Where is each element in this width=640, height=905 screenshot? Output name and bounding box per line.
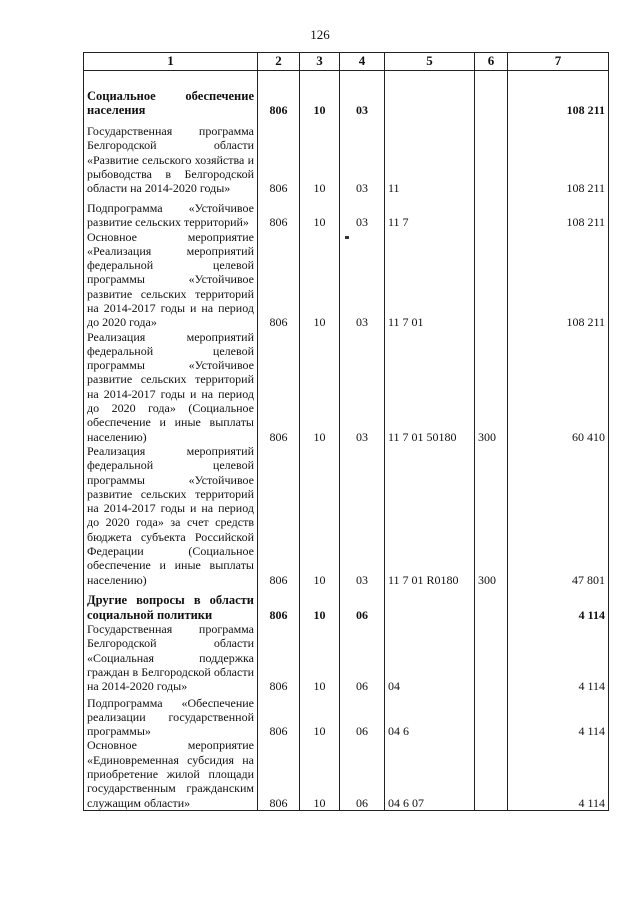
target-article-cell: 04 6 (385, 693, 475, 738)
subsection-code-cell: 06 (340, 693, 385, 738)
row-name-cell: Государственная программа Белгородской области «Социальная поддержка граждан в Белгородской области на 2014-2020 годы» (84, 622, 258, 693)
grbs-code-cell: 806 (258, 71, 300, 118)
section-code-cell: 10 (300, 71, 340, 118)
row-name-cell: Основное мероприятие «Реализация мероприятий федеральной целевой программы «Устойчивое развитие сельских территорий на 2014-2017 годы и на период до 2020 года» (84, 230, 258, 330)
page-number: 126 (310, 27, 330, 42)
subsection-code-cell: 03 (340, 444, 385, 587)
expense-type-cell (475, 693, 508, 738)
target-article-cell (385, 71, 475, 118)
target-article-cell: 11 7 (385, 196, 475, 230)
table-row (84, 622, 609, 693)
table-row (84, 330, 609, 444)
target-article-cell: 11 7 01 50180 (385, 330, 475, 444)
table-row (84, 230, 609, 330)
target-article-cell: 11 7 01 R0180 (385, 444, 475, 587)
target-article-cell: 04 6 07 (385, 738, 475, 810)
grbs-code-cell: 806 (258, 196, 300, 230)
column-header: 3 (300, 53, 340, 71)
section-code-cell: 10 (300, 330, 340, 444)
amount-cell: 60 410 (508, 330, 609, 444)
expense-type-cell: 300 (475, 444, 508, 587)
amount-cell: 4 114 (508, 587, 609, 622)
grbs-code-cell: 806 (258, 587, 300, 622)
section-code-cell: 10 (300, 196, 340, 230)
target-article-cell: 04 (385, 622, 475, 693)
column-header: 7 (508, 53, 609, 71)
amount-cell: 108 211 (508, 230, 609, 330)
target-article-cell: 11 (385, 118, 475, 196)
expense-type-cell (475, 196, 508, 230)
grbs-code-cell: 806 (258, 693, 300, 738)
row-name-cell: Другие вопросы в области социальной политики (84, 587, 258, 622)
table-row (84, 444, 609, 587)
row-name-cell: Социальное обеспечение населения (84, 71, 258, 118)
amount-cell: 108 211 (508, 118, 609, 196)
expense-type-cell (475, 118, 508, 196)
amount-cell: 4 114 (508, 693, 609, 738)
subsection-code-cell: 03 (340, 71, 385, 118)
budget-table (83, 52, 609, 811)
table-row (84, 693, 609, 738)
section-code-cell: 10 (300, 587, 340, 622)
section-code-cell: 10 (300, 738, 340, 810)
row-name-cell: Подпрограмма «Устойчивое развитие сельских территорий» (84, 196, 258, 230)
grbs-code-cell: 806 (258, 738, 300, 810)
column-header: 2 (258, 53, 300, 71)
grbs-code-cell: 806 (258, 444, 300, 587)
subsection-code-cell: 06 (340, 622, 385, 693)
expense-type-cell: 300 (475, 330, 508, 444)
amount-cell: 108 211 (508, 71, 609, 118)
column-header: 1 (84, 53, 258, 71)
amount-cell: 47 801 (508, 444, 609, 587)
target-article-cell: 11 7 01 (385, 230, 475, 330)
subsection-code-cell: 03 (340, 230, 385, 330)
table-row (84, 738, 609, 810)
row-name-cell: Государственная программа Белгородской области «Развитие сельского хозяйства и рыбоводства в Белгородской области на 2014-2020 годы» (84, 118, 258, 196)
expense-type-cell (475, 71, 508, 118)
amount-cell: 4 114 (508, 738, 609, 810)
expense-type-cell (475, 230, 508, 330)
expense-type-cell (475, 587, 508, 622)
table-row (84, 587, 609, 622)
expense-type-cell (475, 738, 508, 810)
section-code-cell: 10 (300, 118, 340, 196)
table-header-row (84, 53, 609, 71)
subsection-code-cell: 03 (340, 118, 385, 196)
target-article-cell (385, 587, 475, 622)
subsection-code-cell: 06 (340, 587, 385, 622)
row-name-cell: Реализация мероприятий федеральной целевой программы «Устойчивое развитие сельских территорий на 2014-2017 годы и на период до 2020 года» (Социальное обеспечение и иные выплаты населению) (84, 330, 258, 444)
section-code-cell: 10 (300, 622, 340, 693)
section-code-cell: 10 (300, 693, 340, 738)
column-header: 6 (475, 53, 508, 71)
amount-cell: 4 114 (508, 622, 609, 693)
grbs-code-cell: 806 (258, 118, 300, 196)
grbs-code-cell: 806 (258, 622, 300, 693)
row-name-cell: Реализация мероприятий федеральной целевой программы «Устойчивое развитие сельских территорий на 2014-2017 годы и на период до 2020 года» за счет средств бюджета субъекта Российской Федерации (Социальное обеспечение и иные выплаты населению) (84, 444, 258, 587)
section-code-cell: 10 (300, 444, 340, 587)
table-body (84, 71, 609, 811)
scan-mark (345, 236, 349, 239)
row-name-cell: Основное мероприятие «Единовременная субсидия на приобретение жилой площади государственным гражданским служащим области» (84, 738, 258, 810)
amount-cell: 108 211 (508, 196, 609, 230)
section-code-cell: 10 (300, 230, 340, 330)
column-header: 4 (340, 53, 385, 71)
table-row (84, 196, 609, 230)
row-name-cell: Подпрограмма «Обеспечение реализации государственной программы» (84, 693, 258, 738)
subsection-code-cell: 06 (340, 738, 385, 810)
grbs-code-cell: 806 (258, 330, 300, 444)
expense-type-cell (475, 622, 508, 693)
subsection-code-cell: 03 (340, 196, 385, 230)
column-header: 5 (385, 53, 475, 71)
table-row (84, 118, 609, 196)
subsection-code-cell: 03 (340, 330, 385, 444)
grbs-code-cell: 806 (258, 230, 300, 330)
table-row (84, 71, 609, 118)
